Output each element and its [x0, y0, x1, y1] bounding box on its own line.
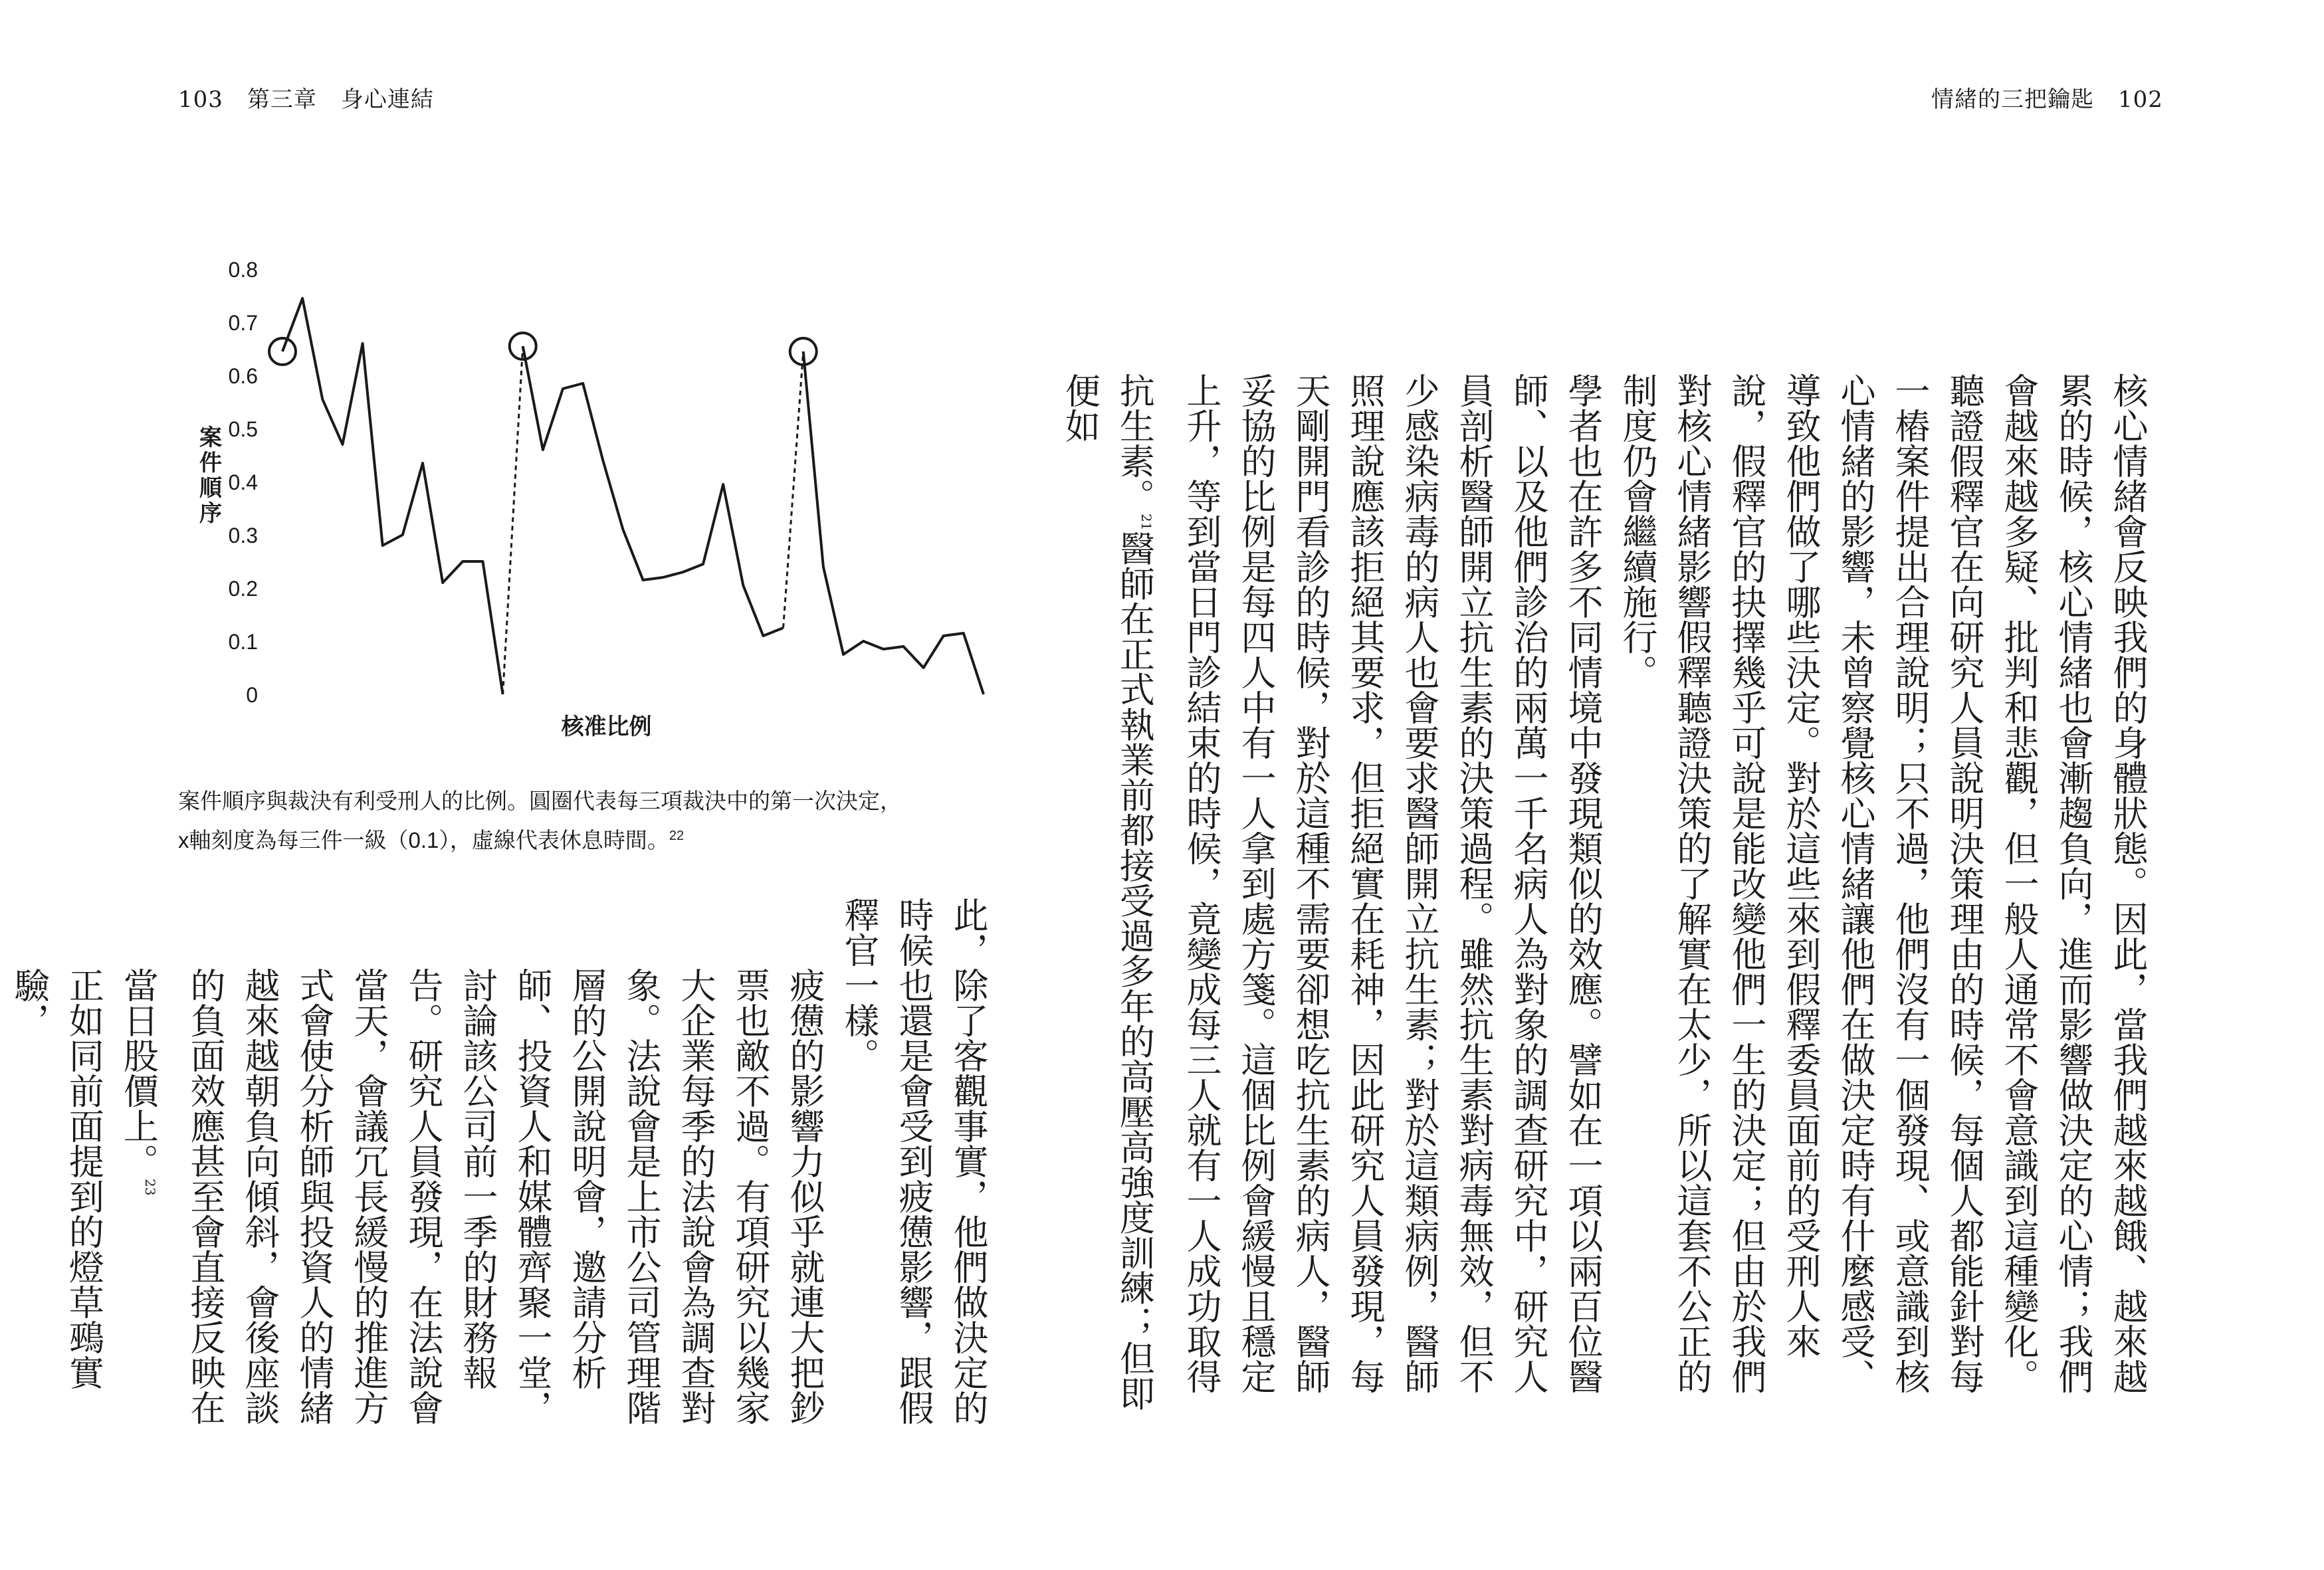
line-chart: [199, 239, 997, 744]
series-line-segment: [523, 346, 784, 636]
chart-series: [282, 298, 984, 694]
right-paragraph-2-tail: 醫師在正式執業前都接受過多年的高壓高強度訓練；但即便如: [1059, 373, 1155, 1411]
right-page-number: 102: [2118, 86, 2163, 113]
y-tick-label: 0: [246, 683, 258, 707]
y-axis-label: [199, 425, 223, 526]
left-paragraph-2: [110, 967, 831, 1455]
figure-caption: [178, 784, 976, 858]
left-paragraph-3: 正如同前面提到的燈草鵐實驗，: [9, 967, 104, 1390]
y-axis-label-char: 順: [199, 476, 222, 501]
y-tick-label: 0.3: [228, 524, 258, 547]
caption-line-1: 案件順序與裁決有利受刑人的比例。圓圈代表每三項裁決中的第一次決定，: [178, 789, 902, 813]
caption-line-2: [178, 819, 976, 858]
left-page-number: 103: [178, 86, 223, 113]
left-page-body-text: [1, 897, 995, 1455]
series-line-segment: [282, 298, 503, 694]
y-axis-label-char: 序: [199, 501, 222, 526]
caption-line-2-text: x軸刻度為每三件一級（0.1），虛線代表休息時間。: [178, 828, 669, 852]
footnote-ref-23: 23: [142, 1179, 158, 1196]
rest-break-dashed-line: [784, 351, 803, 628]
right-paragraph-2: [1052, 373, 1610, 1425]
right-paragraph-2-text: 學者也在許多不同情境中發現類似的效應。譬如在一項以兩百位醫師、以及他們診治的兩萬一千名病人為對象的調查研究中，研究人員剖析醫師開立抗生素的決策過程。雖然抗生素對病毒無效，但不少感染病毒的病人也會要求醫師開立抗生素；對於這類病例，醫師照理說應該拒絕其要求，但拒絕實在耗神，因此研究人員發現，每天剛開門看診的時候，對於這種不需要卻想吃抗生素的病人，醫師妥協的比例是每四人中有一人拿到處方箋。這個比例會緩慢且穩定上升，等到當日門診結束的時候，竟變成每三人就有一人成功取得抗生素。: [1114, 373, 1603, 1394]
caption-footnote-ref: 22: [669, 829, 685, 843]
rest-break-dashed-line: [503, 346, 523, 694]
chart-circle-markers: [269, 333, 817, 365]
y-tick-label: 0.2: [228, 577, 258, 601]
left-chapter-title: 身心連結: [340, 86, 434, 113]
x-axis-label: 核准比例: [561, 714, 652, 739]
right-page-header: [1907, 81, 2163, 114]
left-chapter-label: 第三章: [247, 86, 317, 113]
y-tick-label: 0.8: [228, 258, 258, 282]
y-axis-label-char: 件: [199, 450, 222, 476]
left-paragraph-1: 此，除了客觀事實，他們做決定的時候也還是會受到疲憊影響，跟假釋官一樣。: [839, 897, 988, 1425]
y-axis-ticks: [229, 258, 258, 707]
y-tick-label: 0.7: [228, 311, 258, 335]
left-page-header: [178, 81, 458, 114]
y-axis-label-char: 案: [199, 425, 222, 450]
right-book-title: 情緒的三把鑰匙: [1931, 86, 2094, 113]
left-paragraph-2-text: 疲憊的影響力似乎就連大把鈔票也敵不過。有項研究以幾家大企業每季的法說會為調查對象。法說會是上市公司管理階層的公開說明會，邀請分析師、投資人和媒體齊聚一堂，討論該公司前一季的財務報告。研究人員發現，在法說會當天，會議冗長緩慢的推進方式會使分析師與投資人的情緒越來越朝負向傾斜，會後座談的負面效應甚至會直接反映在當日股價上。: [118, 967, 825, 1425]
right-paragraph-1: 核心情緒會反映我們的身體狀態。因此，當我們越來越餓、越來越累的時候，核心情緒也會漸趨負向，進而影響做決定的心情；我們會越來越多疑、批判和悲觀，但一般人通常不會意識到這種變化。聽證假釋官在向研究人員說明決策理由的時候，每個人都能針對每一樁案件提出合理說明；只不過，他們沒有一個發現、或意識到核心情緒的影響，未曾察覺核心情緒讓他們在做決定時有什麼感受、導致他們做了哪些決定。對於這些來到假釋委員面前的受刑人來說，假釋官的抉擇幾乎可說是能改變他們一生的決定；但由於我們對核心情緒影響假釋聽證決策的了解實在太少，所以這套不公正的制度仍會繼續施行。: [1617, 373, 2148, 1394]
y-tick-label: 0.4: [228, 470, 258, 494]
y-tick-label: 0.5: [228, 417, 258, 441]
y-tick-label: 0.6: [228, 364, 258, 388]
footnote-ref-21: 21: [1138, 514, 1154, 531]
series-line-segment: [803, 351, 984, 694]
y-tick-label: 0.1: [228, 630, 258, 654]
right-page-body-text: [1052, 302, 2155, 1425]
